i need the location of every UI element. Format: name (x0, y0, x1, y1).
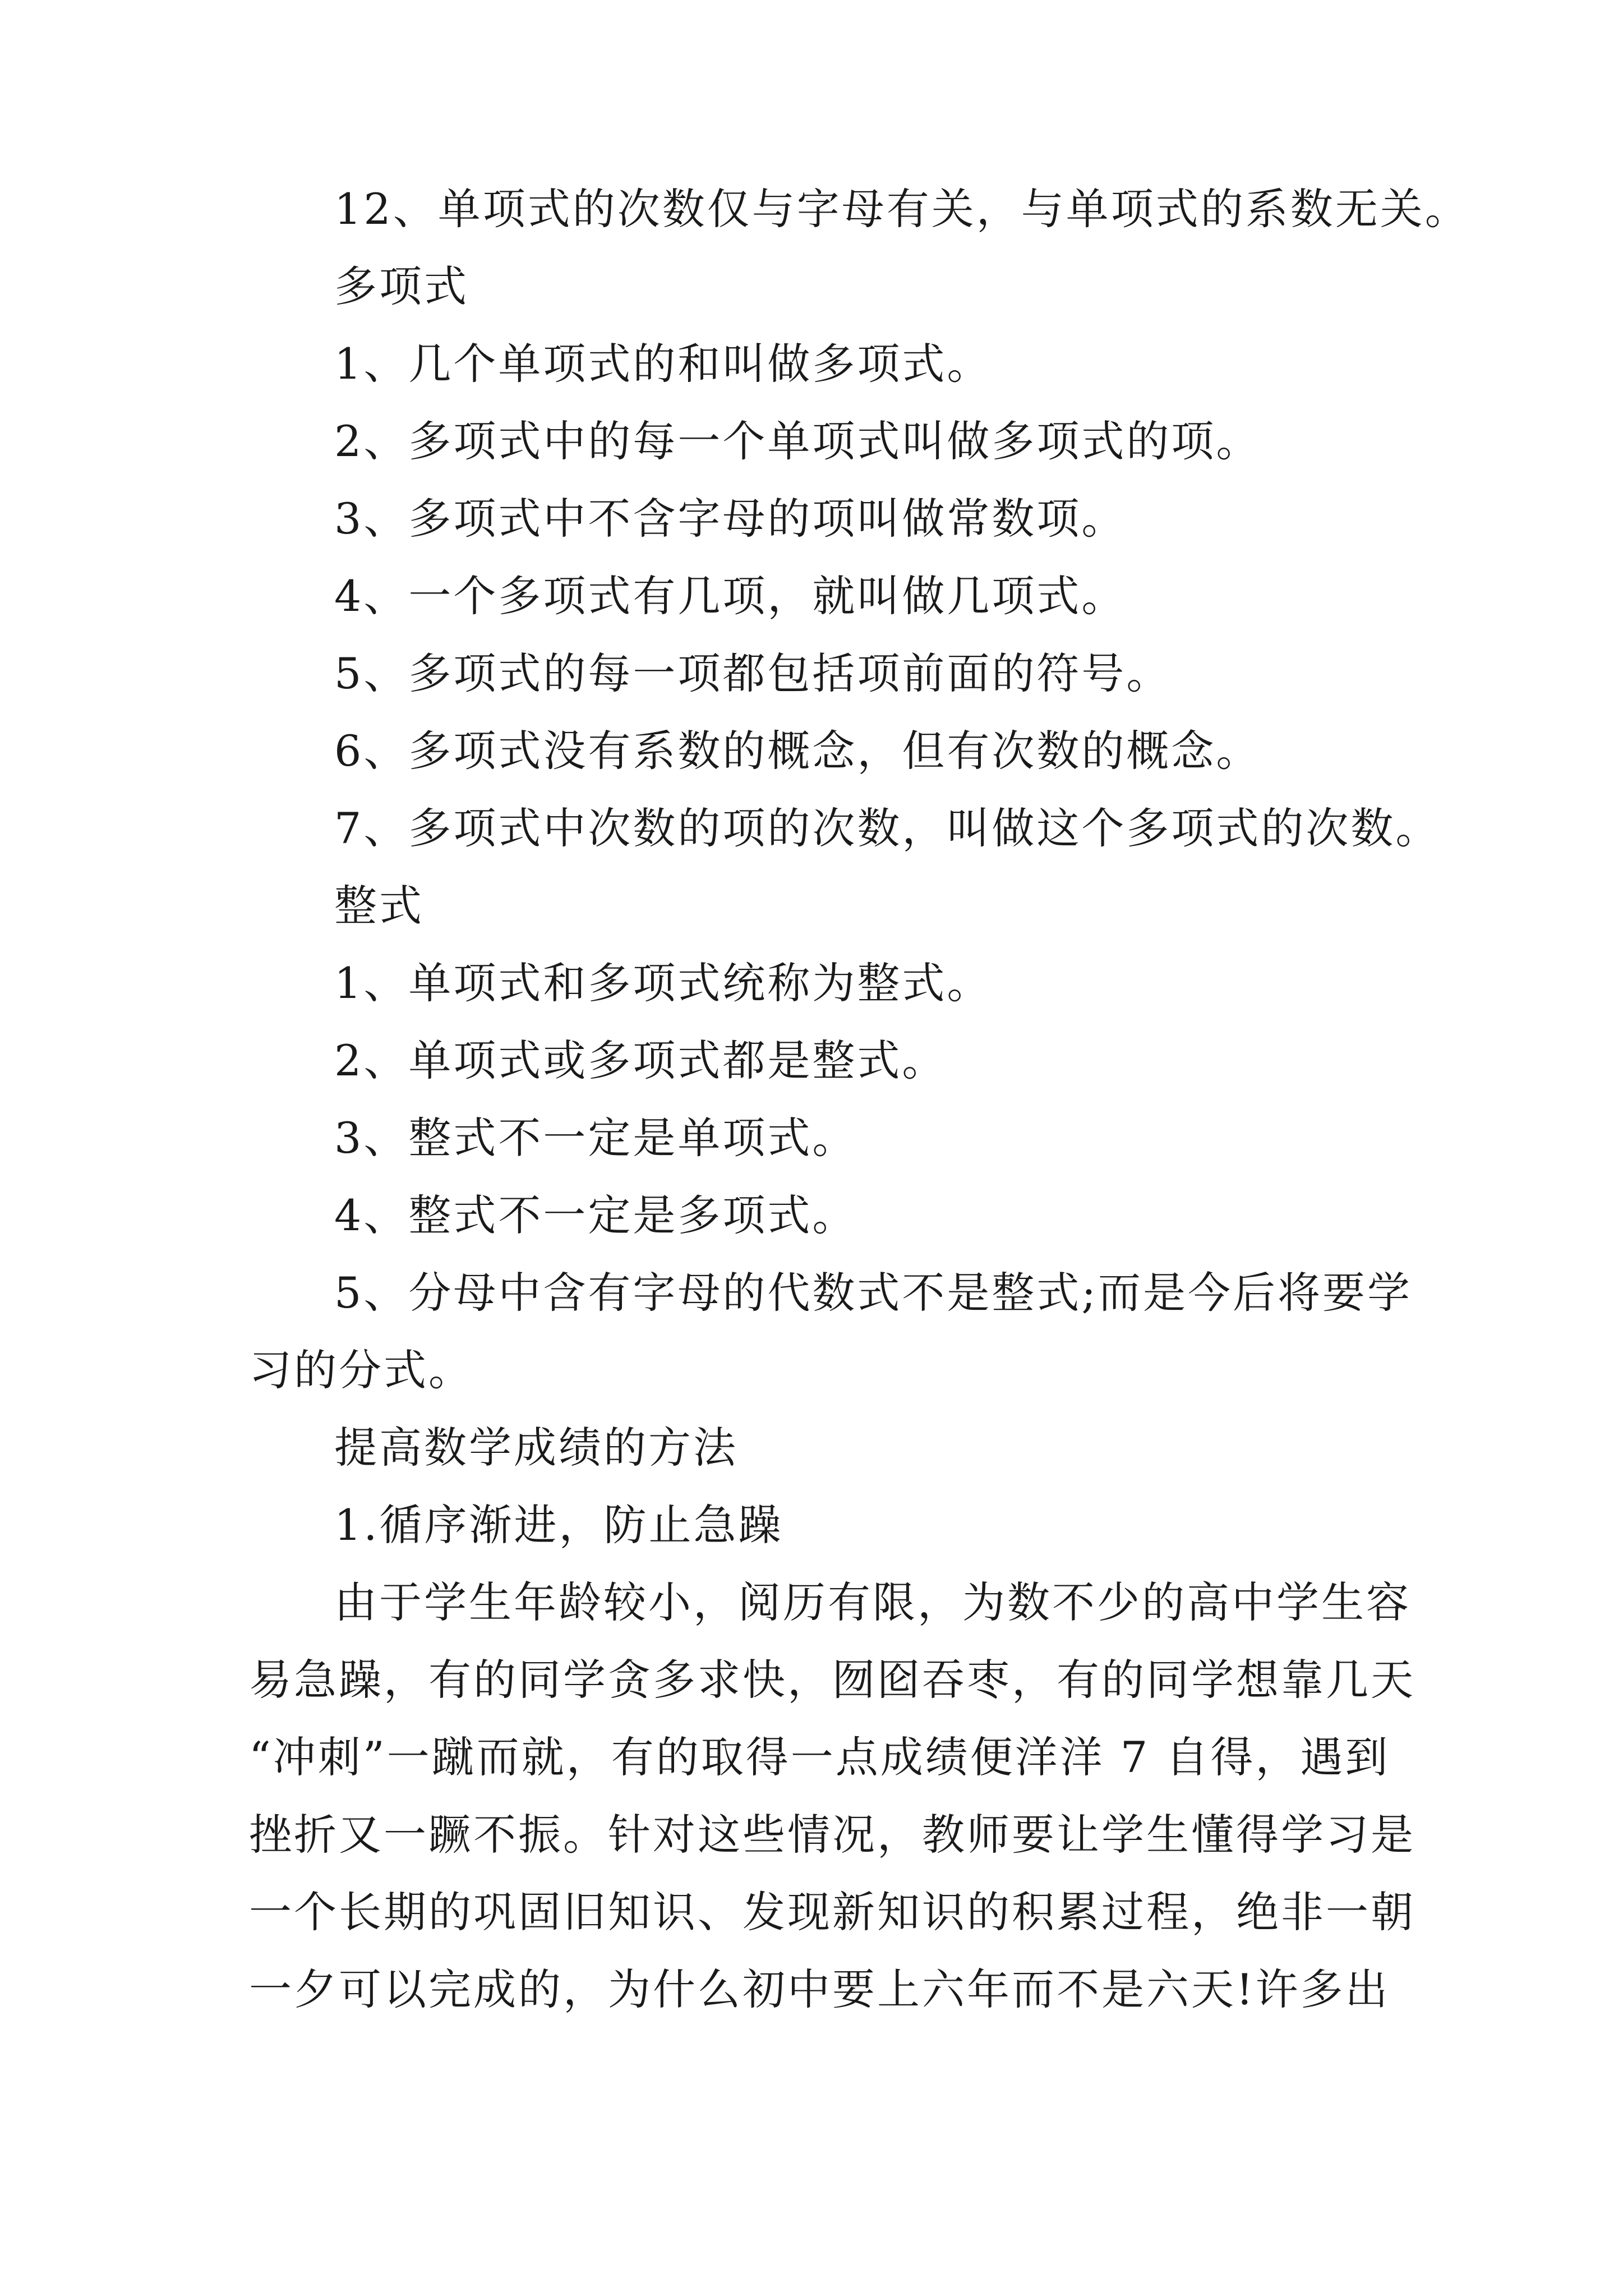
paragraph-line-2: 易急躁，有的同学贪多求快，囫囵吞枣，有的同学想靠几天 (249, 1655, 1415, 1705)
polynomial-item-6: 6、多项式没有系数的概念，但有次数的概念。 (334, 726, 1261, 776)
polynomial-item-4: 4、一个多项式有几项，就叫做几项式。 (334, 571, 1127, 621)
methods-heading: 提高数学成绩的方法 (334, 1423, 738, 1473)
integral-item-2: 2、单项式或多项式都是整式。 (334, 1036, 947, 1085)
integral-item-1: 1、单项式和多项式统称为整式。 (334, 958, 992, 1008)
paragraph-line-6: 一夕可以完成的，为什么初中要上六年而不是六天!许多出 (249, 1964, 1390, 2014)
polynomial-item-5: 5、多项式的每一项都包括项前面的符号。 (334, 648, 1172, 698)
paragraph-line-5: 一个长期的巩固旧知识、发现新知识的积累过程，绝非一朝 (249, 1887, 1415, 1937)
integral-item-5-line-1: 5、分母中含有字母的代数式不是整式;而是今后将要学 (334, 1268, 1412, 1318)
methods-subheading: 1.循序渐进，防止急躁 (334, 1500, 783, 1550)
paragraph-line-4: 挫折又一蹶不振。针对这些情况，教师要让学生懂得学习是 (249, 1810, 1415, 1860)
integral-heading: 整式 (334, 881, 424, 931)
polynomial-item-2: 2、多项式中的每一个单项式叫做多项式的项。 (334, 416, 1261, 466)
paragraph-line-3: “冲刺”一蹴而就，有的取得一点成绩便洋洋 7 自得，遇到 (249, 1732, 1390, 1782)
polynomial-item-3: 3、多项式中不含字母的项叫做常数项。 (334, 494, 1127, 544)
polynomial-item-1: 1、几个单项式的和叫做多项式。 (334, 339, 992, 389)
monomial-item-12: 12、单项式的次数仅与字母有关，与单项式的系数无关。 (334, 184, 1470, 234)
integral-item-4: 4、整式不一定是多项式。 (334, 1190, 857, 1240)
polynomial-item-7: 7、多项式中次数的项的次数，叫做这个多项式的次数。 (334, 803, 1441, 853)
paragraph-line-1: 由于学生年龄较小，阅历有限，为数不少的高中学生容 (334, 1577, 1411, 1627)
integral-item-3: 3、整式不一定是单项式。 (334, 1113, 857, 1163)
polynomial-heading: 多项式 (334, 261, 469, 311)
integral-item-5-line-2: 习的分式。 (249, 1345, 473, 1395)
